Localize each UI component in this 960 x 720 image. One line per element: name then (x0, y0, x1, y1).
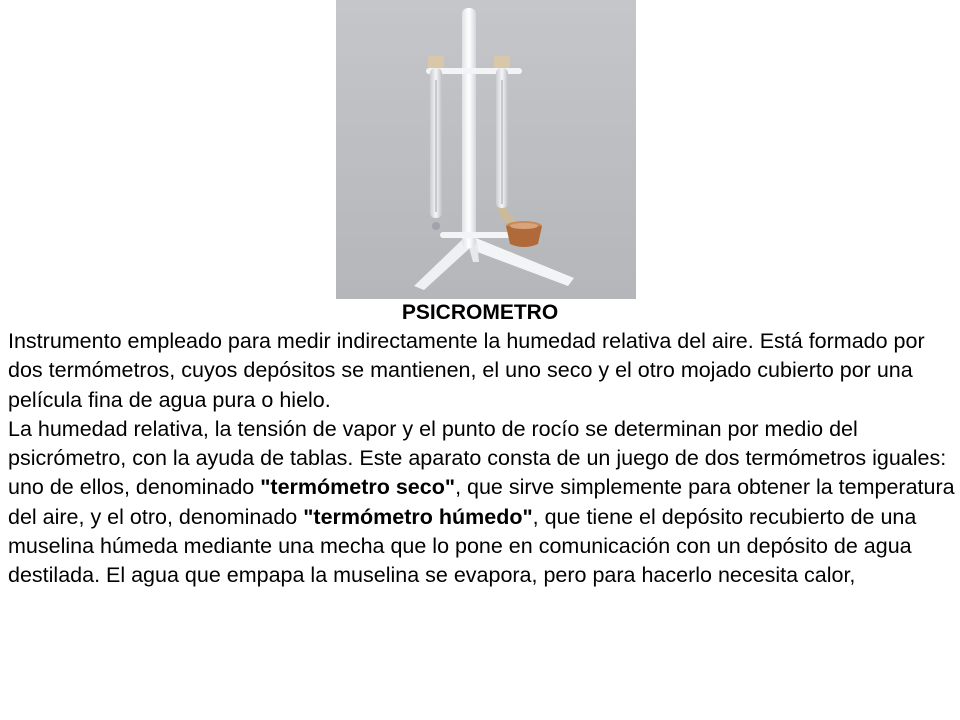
paragraph-middle: , que sirve simplemente para obtener la temperatura del aire, y el otro, denominado (8, 475, 955, 529)
description-text (8, 327, 958, 591)
paragraph-definition: Instrumento empleado para medir indirectamente la humedad relativa del aire. Está formado por dos termómetros, cuyos depósitos se mantienen, el uno seco y el otro mojado cubierto por una película fina de agua pura o hielo. (8, 329, 925, 412)
dry-thermometer-term: "termómetro seco" (260, 475, 456, 500)
psychrometer-photo (336, 0, 636, 299)
paragraph-end: , que tiene el depósito recubierto de una muselina húmeda mediante una mecha que lo pone en comunicación con un depósito de agua destilada. El agua que empapa la muselina se evapora, pero para hacerlo necesita calor, (8, 504, 917, 588)
psychrometer-illustration (336, 0, 636, 299)
paragraph-operation (8, 415, 958, 591)
wet-thermometer-term: "termómetro húmedo" (303, 504, 533, 529)
page-title: PSICROMETRO (401, 301, 559, 324)
paragraph-intro: La humedad relativa, la tensión de vapor y el punto de rocío se determinan por medio del psicrómetro, con la ayuda de tablas. Este aparato consta de un juego de dos termómetros iguales: uno de ellos, denominado (8, 416, 947, 500)
